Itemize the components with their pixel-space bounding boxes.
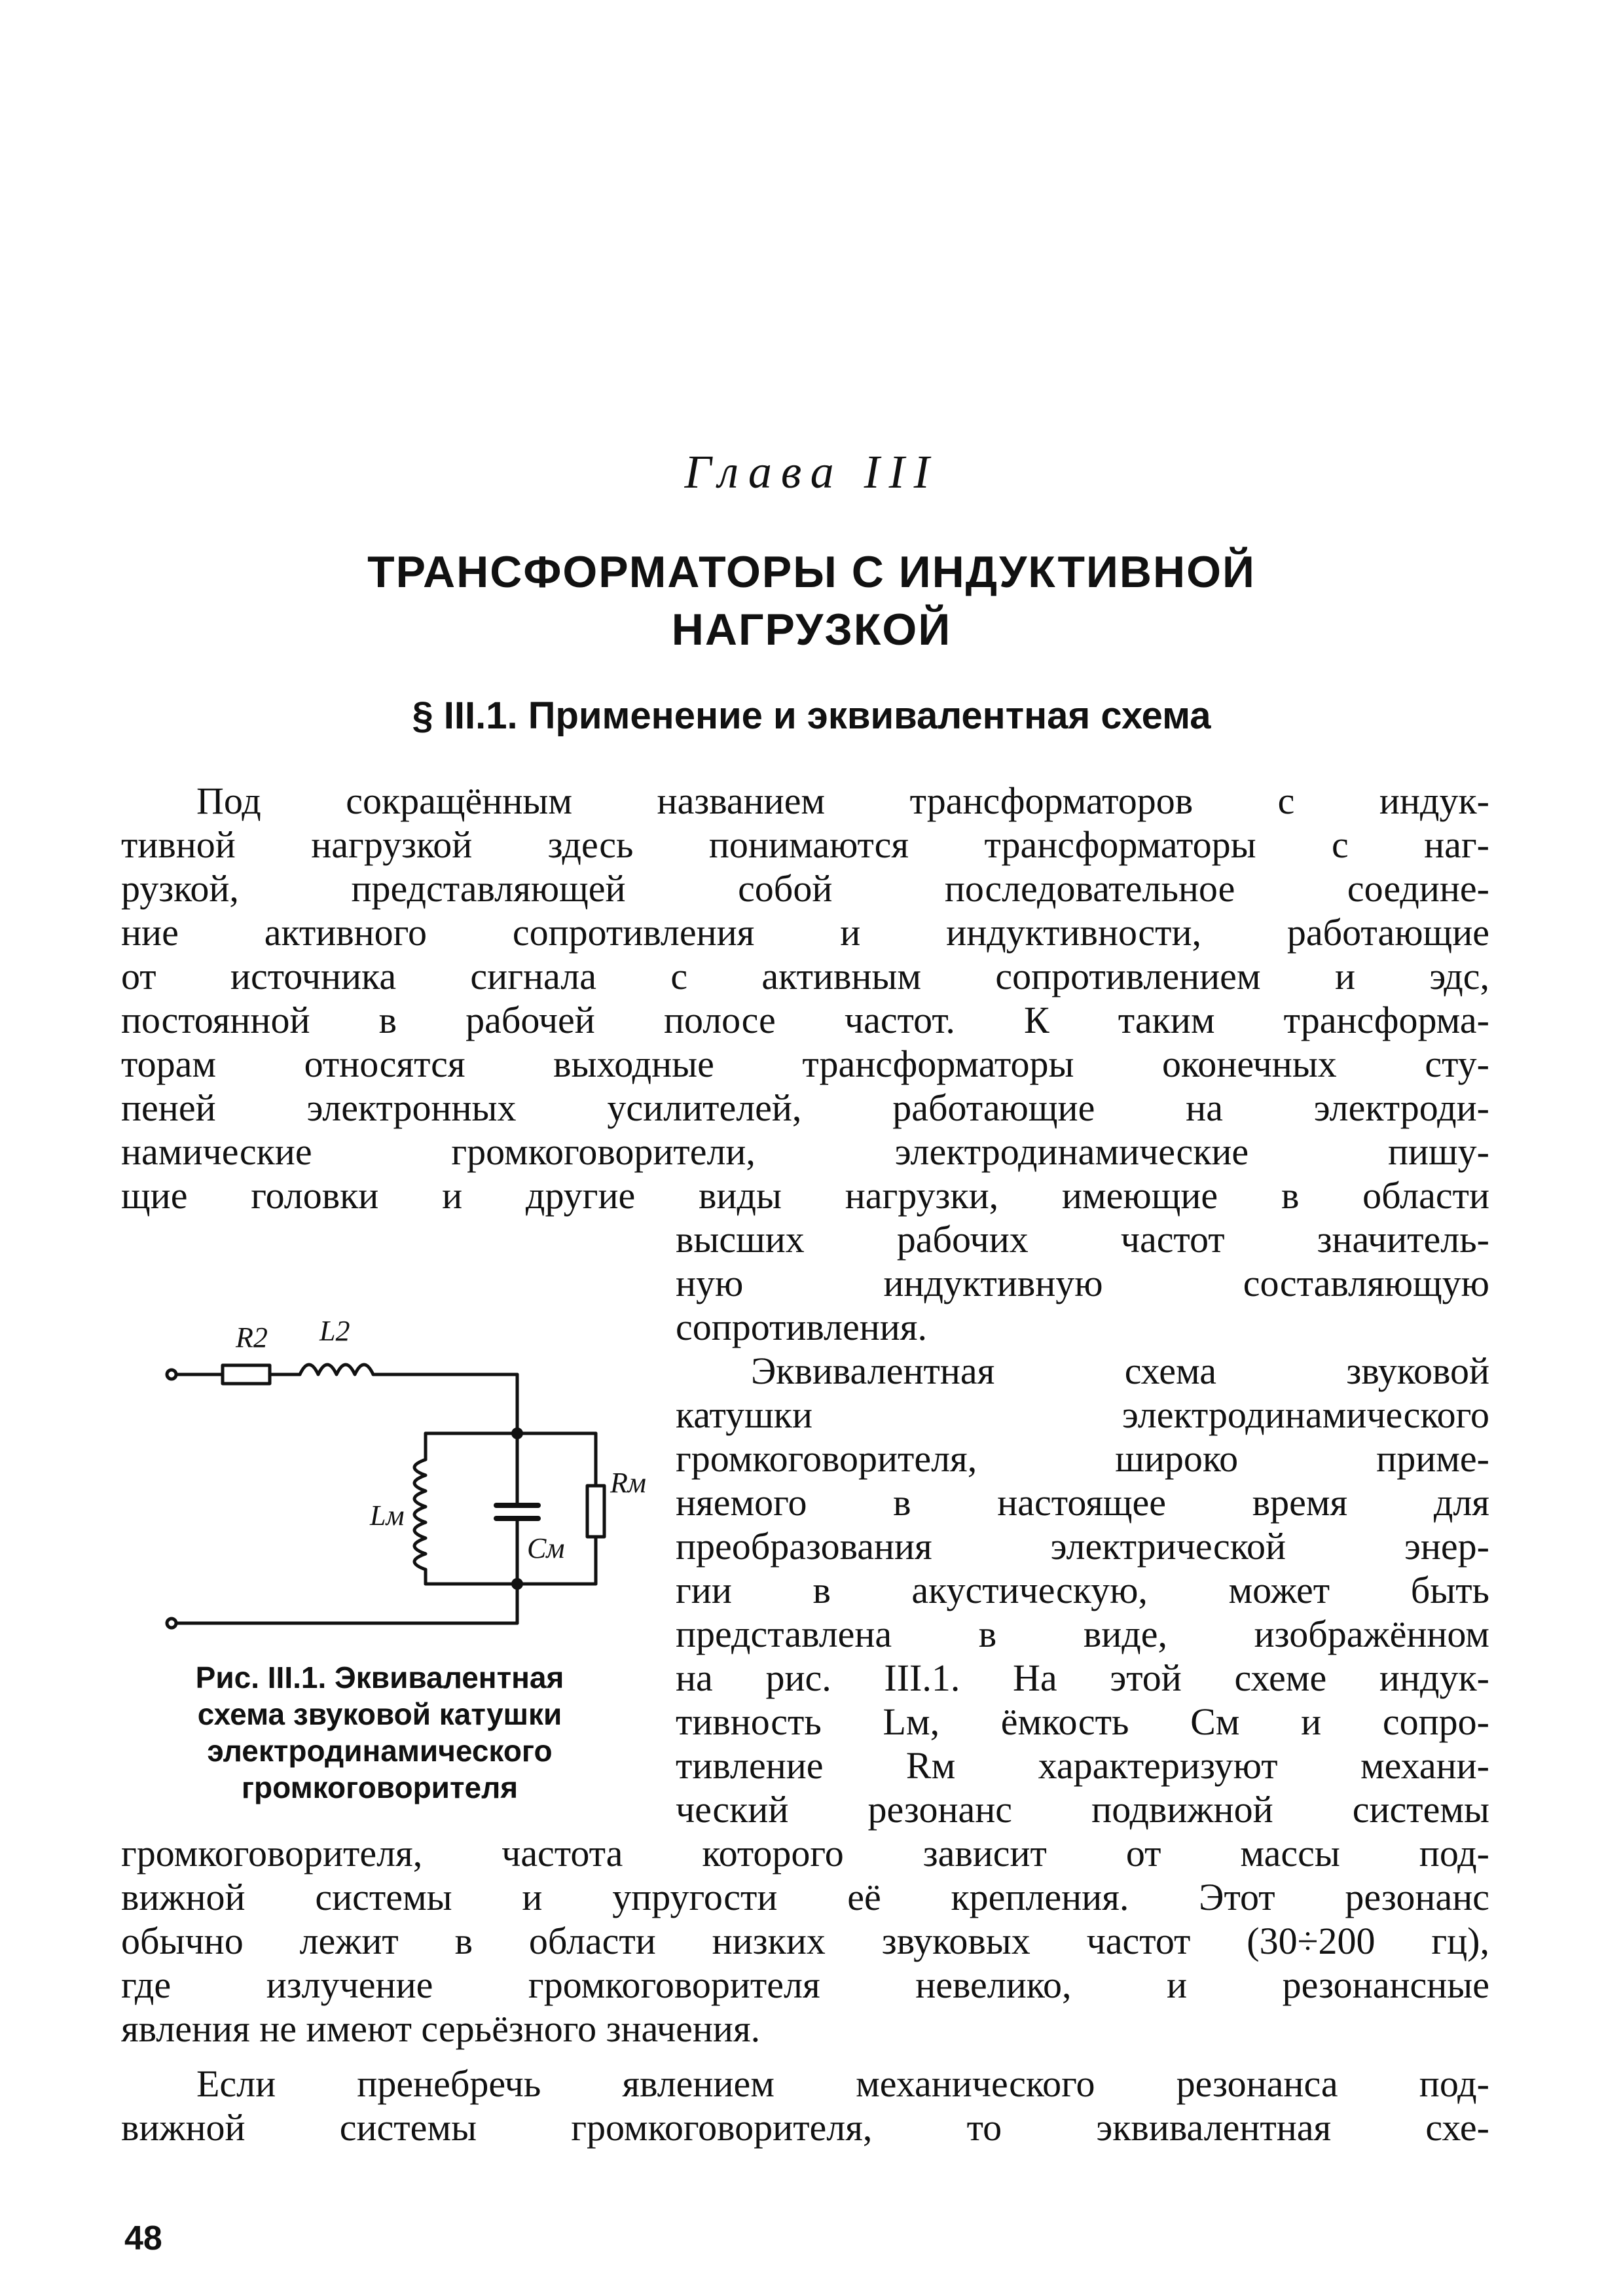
body-line: рузкой, представляющей собой последовательное соедине- <box>121 867 1489 910</box>
body-line: от источника сигнала с активным сопротивлением и эдс, <box>121 955 1489 997</box>
body-line: торам относятся выходные трансформаторы оконечных сту- <box>121 1043 1489 1085</box>
column-line: гии в акустическую, может быть <box>676 1569 1489 1611</box>
equivalent-circuit-diagram <box>144 1296 668 1636</box>
body-line: ние активного сопротивления и индуктивности, работающие <box>121 911 1489 954</box>
label-l2: L2 <box>319 1315 350 1347</box>
figure-caption <box>121 1659 638 1806</box>
column-line: няемого в настоящее время для <box>676 1481 1489 1524</box>
body-line: тивной нагрузкой здесь понимаются трансформаторы с наг- <box>121 823 1489 866</box>
label-cm: Cм <box>527 1532 565 1564</box>
label-lm: Lм <box>370 1499 405 1532</box>
inductor-lm <box>414 1460 426 1570</box>
column-line: преобразования электрической энер- <box>676 1525 1489 1568</box>
caption-line: электродинамического <box>207 1734 553 1768</box>
page-number: 48 <box>124 2219 162 2257</box>
column-line: ную индуктивную составляющую <box>676 1262 1489 1304</box>
column-line: ческий резонанс подвижной системы <box>676 1788 1489 1831</box>
body-line: обычно лежит в области низких звуковых частот (30÷200 гц), <box>121 1920 1489 1962</box>
body-line: явления не имеют серьёзного значения. <box>121 2007 761 2050</box>
body-line: Под сокращённым названием трансформаторов с индук- <box>196 780 1489 822</box>
input-terminal-bottom <box>167 1619 176 1628</box>
body-line: Если пренебречь явлением механического резонанса под- <box>196 2062 1489 2105</box>
body-line: щие головки и другие виды нагрузки, имеющие в области <box>121 1174 1489 1217</box>
column-line: Эквивалентная схема звуковой <box>751 1350 1489 1392</box>
column-line: тивность Lм, ёмкость Cм и сопро- <box>676 1700 1489 1743</box>
junction-dot <box>511 1427 523 1439</box>
inductor-l2 <box>300 1365 373 1374</box>
chapter-title <box>0 543 1623 658</box>
column-line: громкоговорителя, широко приме- <box>676 1437 1489 1480</box>
column-line: тивление Rм характеризуют механи- <box>676 1744 1489 1787</box>
body-line: громкоговорителя, частота которого зависит от массы под- <box>121 1832 1489 1874</box>
resistor-r2 <box>223 1365 270 1384</box>
body-line: постоянной в рабочей полосе частот. К таким трансформа- <box>121 999 1489 1041</box>
column-line: катушки электродинамического <box>676 1393 1489 1436</box>
body-line: вижной системы и упругости её крепления. Этот резонанс <box>121 1876 1489 1918</box>
body-line: пеней электронных усилителей, работающие на электроди- <box>121 1086 1489 1129</box>
chapter-label: Глава III <box>684 446 939 498</box>
caption-line: схема звуковой катушки <box>197 1697 562 1731</box>
title-line: ТРАНСФОРМАТОРЫ С ИНДУКТИВНОЙ <box>367 547 1256 597</box>
column-line: высших рабочих частот значитель- <box>676 1218 1489 1261</box>
junction-dot <box>511 1578 523 1590</box>
column-line: на рис. III.1. На этой схеме индук- <box>676 1657 1489 1699</box>
body-line: где излучение громкоговорителя невелико, и резонансные <box>121 1964 1489 2006</box>
section-title: § III.1. Применение и эквивалентная схема <box>412 694 1211 737</box>
caption-line: громкоговорителя <box>241 1770 519 1804</box>
label-rm: Rм <box>610 1467 646 1499</box>
caption-line: Рис. III.1. Эквивалентная <box>195 1660 564 1695</box>
resistor-rm <box>587 1486 604 1537</box>
body-line: вижной системы громкоговорителя, то эквивалентная схе- <box>121 2106 1489 2149</box>
body-line: намические громкоговорители, электродинамические пишу- <box>121 1130 1489 1173</box>
title-line: НАГРУЗКОЙ <box>671 605 952 655</box>
column-line: сопротивления. <box>676 1306 927 1348</box>
column-line: представлена в виде, изображённом <box>676 1613 1489 1655</box>
label-r2: R2 <box>236 1321 268 1354</box>
